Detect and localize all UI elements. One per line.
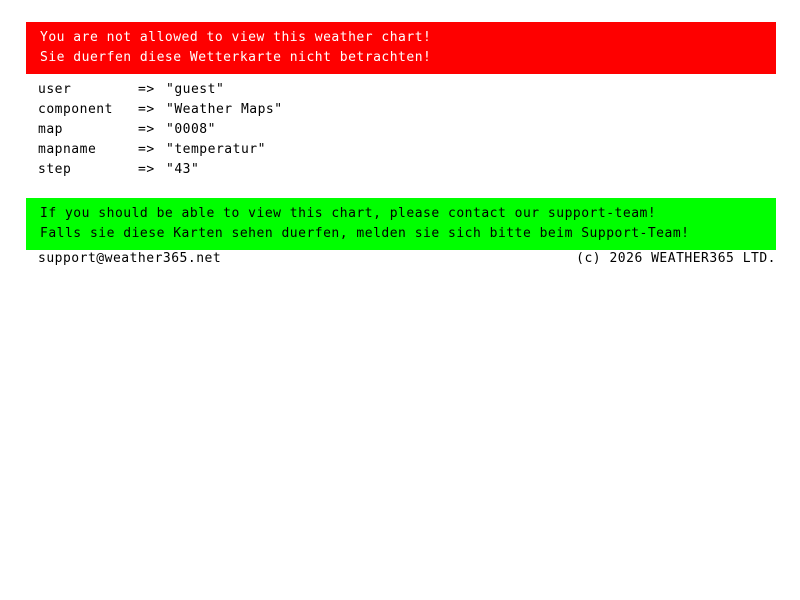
parameter-key: mapname [38, 142, 97, 157]
parameter-value: "0008" [166, 122, 216, 137]
parameter-arrow: => [138, 122, 155, 137]
parameter-row-component [38, 100, 738, 120]
support-message-de: Falls sie diese Karten sehen duerfen, melden sie sich bitte beim Support-Team! [40, 226, 690, 241]
parameter-arrow: => [138, 142, 155, 157]
parameter-arrow: => [138, 82, 155, 97]
parameter-value: "Weather Maps" [166, 102, 283, 117]
parameter-key: component [38, 102, 113, 117]
parameter-row-mapname [38, 140, 738, 160]
copyright-text: (c) 2026 WEATHER365 LTD. [576, 251, 776, 266]
parameter-value: "temperatur" [166, 142, 266, 157]
parameter-value: "43" [166, 162, 200, 177]
parameter-value: "guest" [166, 82, 225, 97]
parameter-key: step [38, 162, 72, 177]
parameter-arrow: => [138, 102, 155, 117]
error-message-de: Sie duerfen diese Wetterkarte nicht betrachten! [40, 50, 432, 65]
support-banner [26, 198, 776, 250]
error-banner [26, 22, 776, 74]
footer [38, 250, 776, 268]
parameter-list [38, 80, 738, 180]
parameter-key: map [38, 122, 63, 137]
error-message-en: You are not allowed to view this weather chart! [40, 30, 432, 45]
support-message-en: If you should be able to view this chart, please contact our support-team! [40, 206, 657, 221]
parameter-row-user [38, 80, 738, 100]
parameter-row-step [38, 160, 738, 180]
parameter-key: user [38, 82, 72, 97]
parameter-arrow: => [138, 162, 155, 177]
parameter-row-map [38, 120, 738, 140]
support-email-link[interactable]: support@weather365.net [38, 251, 222, 266]
